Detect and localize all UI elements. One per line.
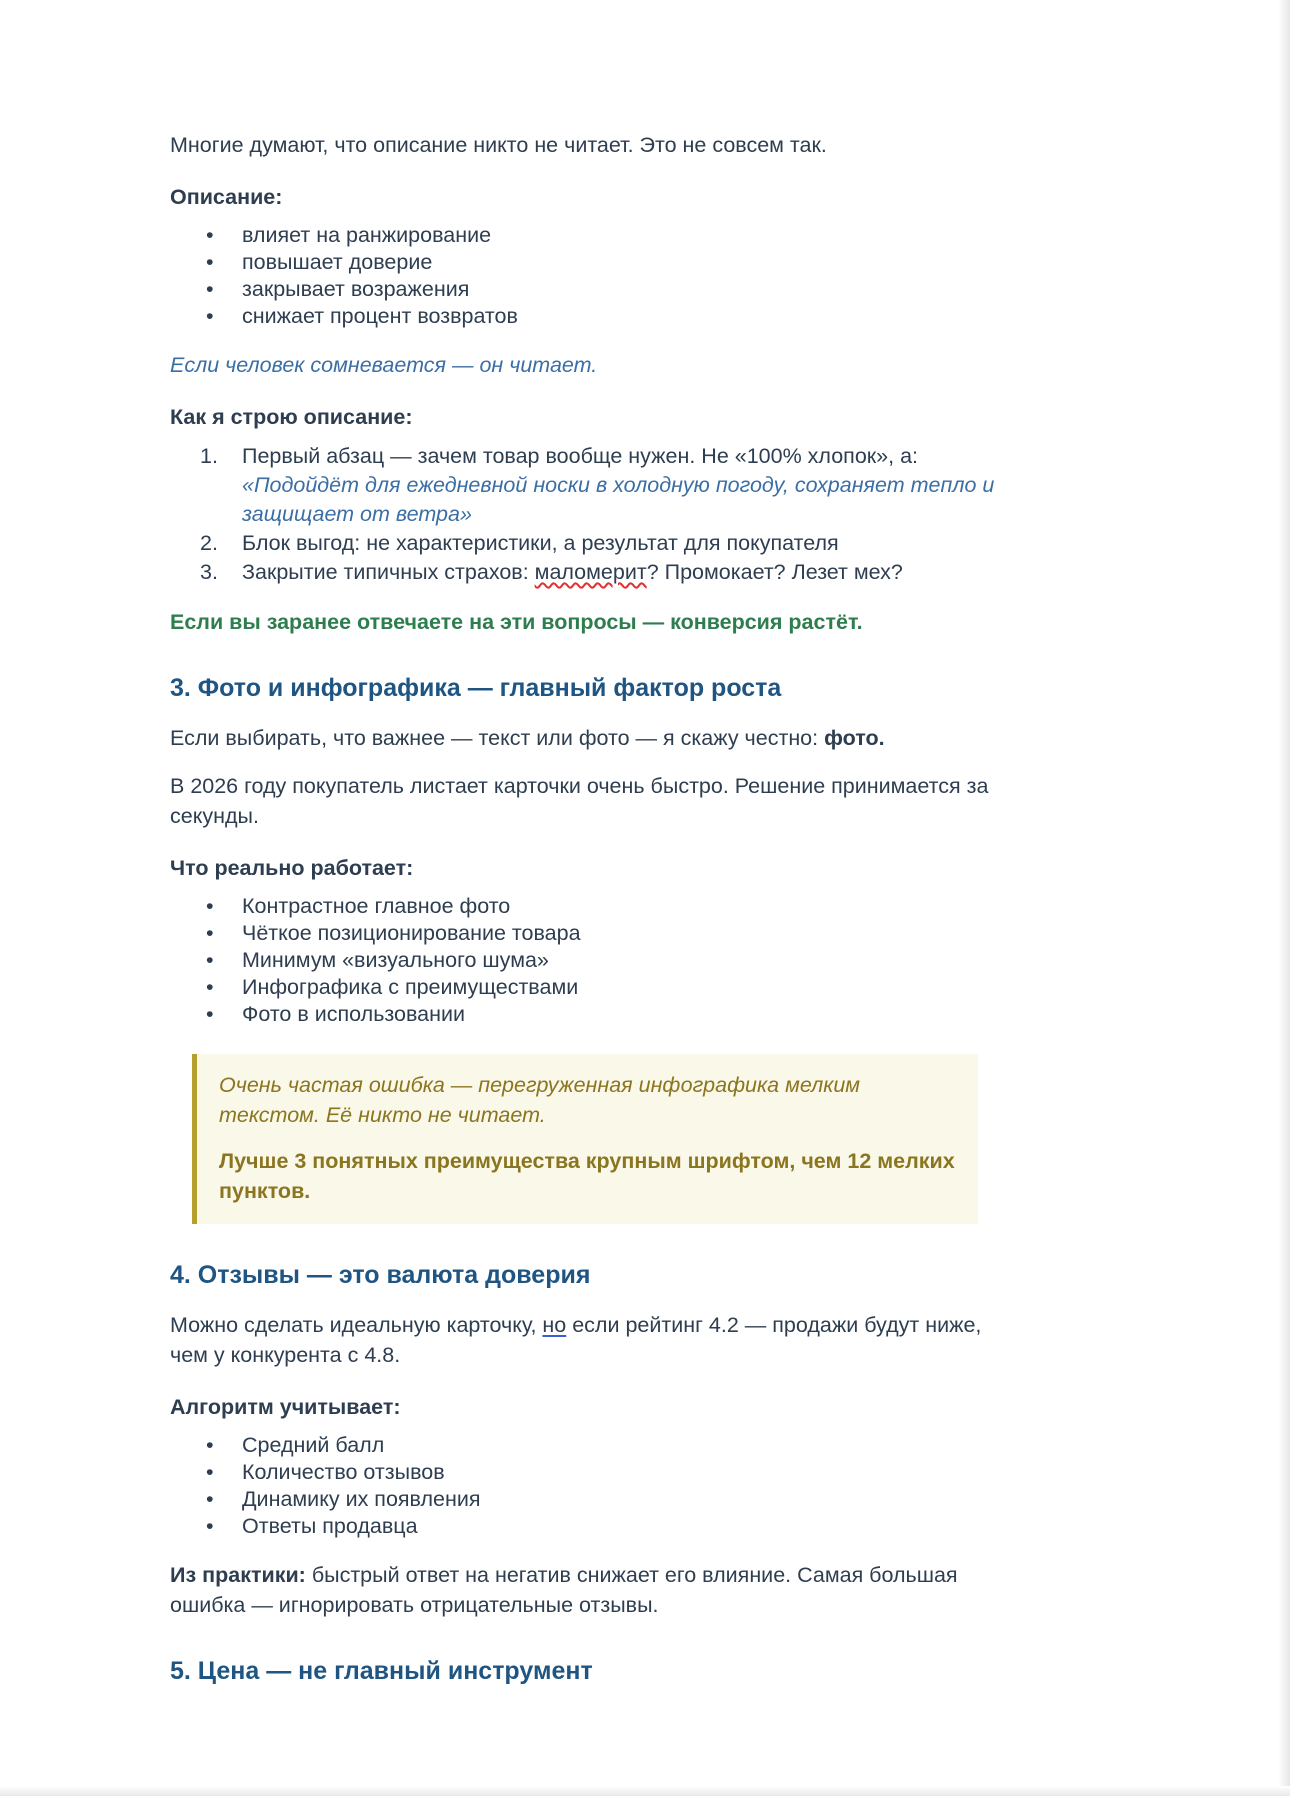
bullet-icon: • xyxy=(206,1460,214,1484)
list-number-marker: 1. xyxy=(200,444,218,468)
bullet-icon: • xyxy=(206,948,214,972)
list-item xyxy=(170,1432,1000,1459)
list-item xyxy=(170,1001,1000,1028)
list-item-label: закрывает возражения xyxy=(242,277,470,301)
list-item-label: Количество отзывов xyxy=(242,1460,445,1484)
spellcheck-misspelled-word[interactable]: маломерит xyxy=(534,560,647,584)
section-3-paragraph-1-text: Если выбирать, что важнее — текст или фото — я скажу честно: xyxy=(170,726,825,750)
bullet-icon: • xyxy=(206,250,214,274)
list-item xyxy=(170,249,1000,276)
list-item-label: снижает процент возвратов xyxy=(242,304,518,328)
description-bullet-list xyxy=(170,222,1000,330)
page-edge-shadow-bottom xyxy=(0,1786,1290,1796)
list-item-label: Ответы продавца xyxy=(242,1514,418,1538)
list-item-label: Блок выгод: не характеристики, а результат для покупателя xyxy=(242,531,839,555)
how-block-lead-in: Как я строю описание: xyxy=(170,405,413,429)
list-item-label: Инфографика с преимуществами xyxy=(242,975,579,999)
bullet-icon: • xyxy=(206,304,214,328)
bullet-icon: • xyxy=(206,277,214,301)
section-4-paragraph-1-after: если рейтинг 4.2 — продажи будут ниже, чем у конкурента с 4.8. xyxy=(170,1313,982,1367)
list-number-marker: 3. xyxy=(200,560,218,584)
list-item-quote: «Подойдёт для ежедневной носки в холодную погоду, сохраняет тепло и защищает от ветра» xyxy=(242,473,995,526)
list-item-label: повышает доверие xyxy=(242,250,433,274)
list-item-label: Первый абзац — зачем товар вообще нужен. Не «100% хлопок», а: xyxy=(242,444,919,468)
bullet-icon: • xyxy=(206,1487,214,1511)
practice-text: быстрый ответ на негатив снижает его влияние. Самая большая ошибка — игнорировать отрицательные отзывы. xyxy=(170,1563,958,1617)
list-item xyxy=(170,303,1000,330)
bullet-icon: • xyxy=(206,1433,214,1457)
list-item xyxy=(170,920,1000,947)
section-3-heading: 3. Фото и инфографика — главный фактор роста xyxy=(170,674,782,702)
works-block-lead-in: Что реально работает: xyxy=(170,856,414,880)
list-item xyxy=(170,893,1000,920)
list-item xyxy=(170,1459,1000,1486)
list-item xyxy=(170,222,1000,249)
intro-paragraph: Многие думают, что описание никто не читает. Это не совсем так. xyxy=(170,133,827,157)
callout-italic-text: Очень частая ошибка — перегруженная инфографика мелким текстом. Её никто не читает. xyxy=(219,1073,861,1127)
list-item-label: Динамику их появления xyxy=(242,1487,481,1511)
list-item xyxy=(170,974,1000,1001)
section-4-heading: 4. Отзывы — это валюта доверия xyxy=(170,1261,591,1289)
list-item-label-before: Закрытие типичных страхов: xyxy=(242,560,535,584)
inline-link[interactable]: но xyxy=(542,1313,567,1337)
list-item-label-after: ? Промокает? Лезет мех? xyxy=(646,560,903,584)
practice-label: Из практики: xyxy=(170,1563,306,1587)
bullet-icon: • xyxy=(206,975,214,999)
list-item xyxy=(170,1486,1000,1513)
algorithm-block-bullet-list xyxy=(170,1432,1000,1540)
how-block-numbered-list xyxy=(170,442,1000,587)
section-3-paragraph-2: В 2026 году покупатель листает карточки очень быстро. Решение принимается за секунды. xyxy=(170,774,989,828)
list-item xyxy=(170,558,1000,587)
list-item-label: Чёткое позиционирование товара xyxy=(242,921,581,945)
bullet-icon: • xyxy=(206,1514,214,1538)
list-item-label: Средний балл xyxy=(242,1433,385,1457)
list-item xyxy=(170,442,1000,529)
list-item xyxy=(170,529,1000,558)
list-item-label: влияет на ранжирование xyxy=(242,223,492,247)
italic-note-1: Если человек сомневается — он читает. xyxy=(170,353,598,377)
description-lead-in: Описание: xyxy=(170,185,283,209)
warning-callout-box xyxy=(192,1054,978,1224)
list-item xyxy=(170,1513,1000,1540)
list-item-label: Контрастное главное фото xyxy=(242,894,511,918)
list-item xyxy=(170,276,1000,303)
list-item-label: Фото в использовании xyxy=(242,1002,465,1026)
works-block-bullet-list xyxy=(170,893,1000,1028)
section-4-paragraph-1-before: Можно сделать идеальную карточку, xyxy=(170,1313,543,1337)
bullet-icon: • xyxy=(206,1002,214,1026)
section-5-heading: 5. Цена — не главный инструмент xyxy=(170,1657,593,1685)
callout-bold-text: Лучше 3 понятных преимущества крупным шрифтом, чем 12 мелких пунктов. xyxy=(219,1149,955,1203)
bullet-icon: • xyxy=(206,223,214,247)
list-item-label: Минимум «визуального шума» xyxy=(242,948,549,972)
bullet-icon: • xyxy=(206,921,214,945)
bullet-icon: • xyxy=(206,894,214,918)
list-item xyxy=(170,947,1000,974)
page-edge-shadow-right xyxy=(1278,0,1290,1796)
section-3-paragraph-1 xyxy=(170,723,1000,753)
algorithm-block-lead-in: Алгоритм учитывает: xyxy=(170,1395,401,1419)
section-3-paragraph-1-emphasis: фото. xyxy=(824,726,885,750)
section-4-paragraph-1 xyxy=(170,1310,1000,1370)
practice-paragraph xyxy=(170,1560,1000,1620)
document-content xyxy=(170,130,1000,1706)
green-emphasis-line: Если вы заранее отвечаете на эти вопросы — конверсия растёт. xyxy=(170,610,863,634)
list-number-marker: 2. xyxy=(200,531,218,555)
